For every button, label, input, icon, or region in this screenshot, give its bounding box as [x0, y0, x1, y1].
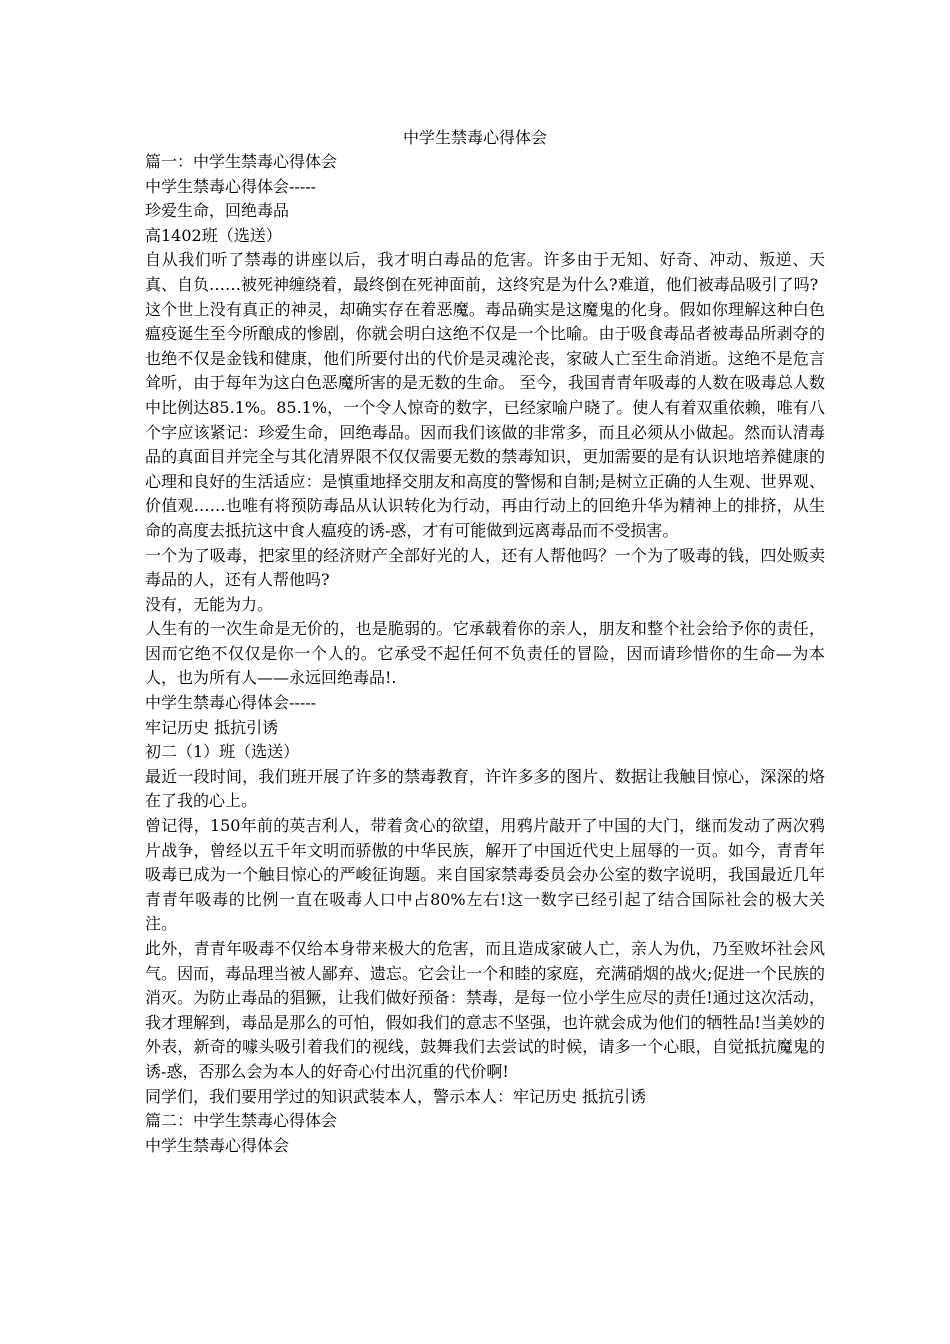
paragraph: 最近一段时间，我们班开展了许多的禁毒教育，许许多多的图片、数据让我触目惊心，深深的烙在了我的心上。 — [145, 766, 825, 811]
paragraph: 一个为了吸毒，把家里的经济财产全部好光的人，还有人帮他吗？一个为了吸毒的钱，四处贩卖毒品的人，还有人帮他吗? — [145, 545, 825, 590]
document-title: 中学生禁毒心得体会 — [402, 128, 547, 147]
paragraph: 同学们，我们要用学过的知识武装本人，警示本人：牢记历史 抵抗引诱 — [145, 1086, 647, 1106]
paragraph: 珍爱生命，回绝毒品 — [145, 201, 290, 221]
paragraph: 自从我们听了禁毒的讲座以后，我才明白毒品的危害。许多由于无知、好奇、冲动、叛逆、天真、自负……被死神缠绕着，最终倒在死神面前，这终究是为什么?难道，他们被毒品吸引了吗? — [145, 250, 825, 294]
paragraph: 人生有的一次生命是无价的，也是脆弱的。它承载着你的亲人，朋友和整个社会给予你的责任，因而它绝不仅仅是你一个人的。它承受不起任何不负责任的冒险，因而请珍惜你的生命—为本人，也为所有人——永远回绝毒品!. — [145, 619, 825, 688]
paragraph: 初二（1）班（选送） — [145, 742, 300, 762]
paragraph: 曾记得，150年前的英吉利人，带着贪心的欲望，用鸦片敲开了中国的大门，继而发动了两次鸦片战争，曾经以五千年文明而骄傲的中华民族，解开了中国近代史上屈辱的一页。如今，青青年吸毒已成为一个触目惊心的严峻征询题。来自国家禁毒委员会办公室的数字说明，我国最近几年青青年吸毒的比例一直在吸毒人口中占80%左右!这一数字已经引起了结合国际社会的极大关注。 — [145, 816, 825, 934]
paragraph: 中学生禁毒心得体会----- — [145, 693, 317, 713]
paragraph: 高1402班（选送） — [145, 225, 282, 245]
paragraph: 这个世上没有真正的神灵，却确实存在着恶魔。毒品确实是这魔鬼的化身。假如你理解这种白色瘟疫诞生至今所酿成的惨剧，你就会明白这绝不仅是一个比喻。由于吸食毒品者被毒品所剥夺的也绝不仅是金钱和健康，他们所要付出的代价是灵魂沦丧，家破人亡至生命消逝。这绝不是危言耸听，由于每年为这白色恶魔所害的是无数的生命。 至今，我国青青年吸毒的人数在吸毒总人数中比例达85.1%。85.1%，一个令人惊奇的数字，已经家喻户晓了。使人有着双重依赖，唯有八个字应该紧记：珍爱生命，回绝毒品。因而我们该做的非常多，而且必须从小做起。然而认清毒品的真面目并完全与其化清界限不仅仅需要无数的禁毒知识，更加需要的是有认识地培养健康的心理和良好的生活适应：是慎重地择交朋友和高度的警惕和自制;是树立正确的人生观、世界观、价值观……也唯有将预防毒品从认识转化为行动，再由行动上的回绝升华为精神上的排挤，从生命的高度去抵抗这中食人瘟疫的诱-惑，才有可能做到远离毒品而不受损害。 — [145, 299, 825, 540]
paragraph: 此外，青青年吸毒不仅给本身带来极大的危害，而且造成家破人亡，亲人为仇，乃至败坏社会风气。因而，毒品理当被人鄙弃、遗忘。它会让一个和睦的家庭，充满硝烟的战火;促进一个民族的消灭。为防止毒品的猖獗，让我们做好预备：禁毒，是每一位小学生应尽的责任!通过这次活动，我才理解到，毒品是那么的可怕，假如我们的意志不坚强，也许就会成为他们的牺牲品!当美妙的外表，新奇的噱头吸引着我们的视线，鼓舞我们去尝试的时候，请多一个心眼，自觉抵抗魔鬼的诱-惑，否那么会为本人的好奇心付出沉重的代价啊! — [145, 939, 825, 1081]
paragraph: 中学生禁毒心得体会 — [145, 1135, 290, 1155]
paragraph: 没有，无能为力。 — [145, 594, 274, 614]
paragraph: 篇一：中学生禁毒心得体会 — [145, 152, 338, 171]
paragraph: 中学生禁毒心得体会----- — [145, 176, 317, 196]
document-body — [145, 150, 825, 1158]
paragraph: 牢记历史 抵抗引诱 — [145, 717, 279, 737]
paragraph: 篇二：中学生禁毒心得体会 — [145, 1111, 338, 1131]
